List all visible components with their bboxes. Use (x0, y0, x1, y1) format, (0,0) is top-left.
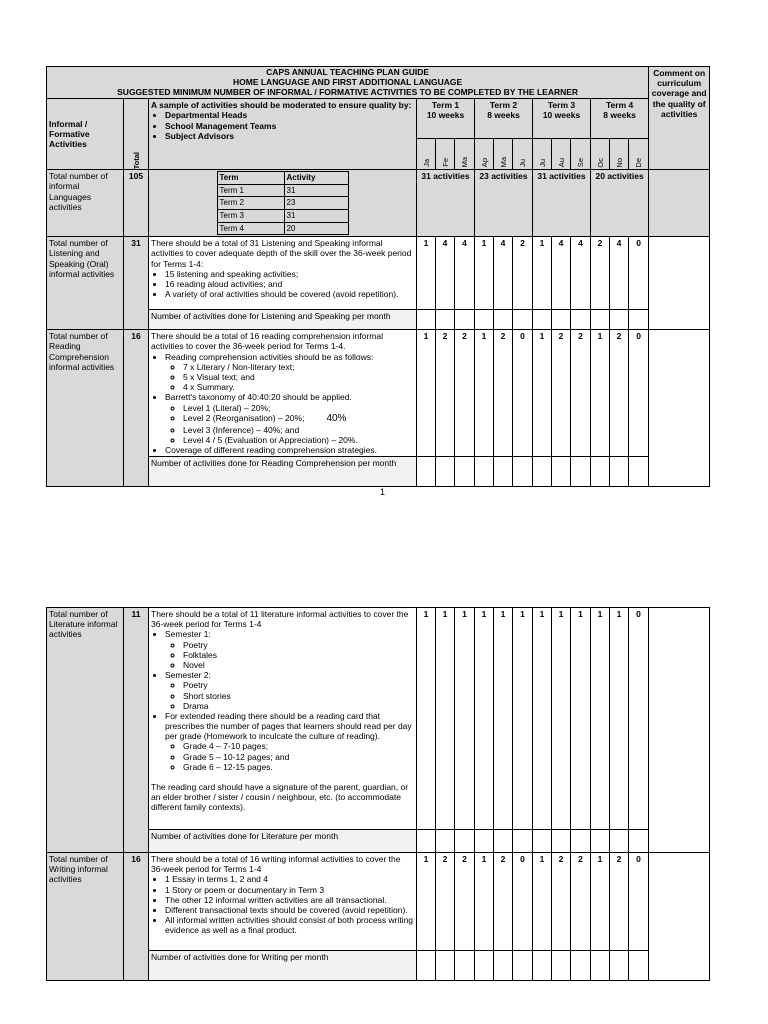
page-1 (0, 0, 768, 500)
writing-intro: There should be a total of 16 writing informal activities to cover the 36-week period for Terms 1-4 (151, 854, 401, 875)
month-entry[interactable] (552, 457, 571, 487)
activity-cell: 20 (284, 222, 348, 235)
writing-footer (149, 951, 417, 981)
month-label: Oc (595, 157, 605, 168)
semester-item (165, 629, 414, 670)
term-2-count: 23 activities (475, 170, 533, 237)
listening-item: • 16 reading aloud activities; and (165, 279, 414, 289)
month-value: 4 (571, 237, 591, 310)
month-entry[interactable] (513, 457, 533, 487)
activity-cell: 23 (284, 197, 348, 210)
month-entry[interactable] (417, 457, 436, 487)
term-3-header (533, 99, 591, 139)
month-label: Se (576, 157, 585, 168)
month-value: 4 (494, 237, 513, 310)
extended-reading-item (165, 711, 414, 772)
semester-sublist (165, 640, 414, 671)
month-entry[interactable] (475, 457, 494, 487)
month-value: 1 (417, 237, 436, 310)
reading-subitem: ◦ 4 x Summary. (183, 382, 414, 392)
term-1-count: 31 activities (417, 170, 475, 237)
genre-item: ◦ Short stories (183, 691, 414, 701)
month-entry[interactable] (591, 830, 610, 853)
month-value: 1 (436, 608, 455, 830)
month-header (552, 139, 571, 170)
month-value: 1 (455, 608, 475, 830)
literature-description (149, 608, 417, 830)
reading-item-text: Reading comprehension activities should be as follows: (165, 351, 374, 362)
page-2 (0, 560, 768, 1024)
semester-item (165, 670, 414, 711)
month-entry[interactable] (494, 310, 513, 330)
moderation-cell (149, 99, 417, 170)
month-value: 0 (513, 330, 533, 457)
term-name: Term 4 (605, 100, 634, 111)
month-value: 1 (533, 237, 552, 310)
literature-total: 11 (124, 608, 149, 853)
moderation-item: • Subject Advisors (165, 131, 414, 141)
title-line-1: CAPS ANNUAL TEACHING PLAN GUIDE (266, 67, 430, 77)
month-value: 1 (533, 330, 552, 457)
term-name: Term 2 (489, 100, 518, 111)
month-entry[interactable] (475, 951, 494, 981)
month-entry[interactable] (533, 457, 552, 487)
month-value: 4 (455, 237, 475, 310)
term-4-count: 20 activities (591, 170, 649, 237)
month-value: 2 (455, 853, 475, 951)
month-header (455, 139, 475, 170)
month-value: 1 (475, 853, 494, 951)
comment-cell[interactable] (649, 170, 710, 237)
month-entry[interactable] (436, 951, 455, 981)
month-value: 1 (417, 330, 436, 457)
month-header (610, 139, 629, 170)
listening-label: Total number of Listening and Speaking (Oral) informal activities (47, 237, 124, 330)
month-value: 2 (571, 853, 591, 951)
month-label: Fe (440, 158, 450, 168)
term-4-header (591, 99, 649, 139)
month-value: 1 (475, 237, 494, 310)
semester-label: Semester 2: (165, 670, 211, 681)
listening-list (151, 269, 414, 300)
moderation-item: • School Management Teams (165, 121, 414, 131)
month-label: Ma (498, 156, 508, 168)
reading-label: Total number of Reading Comprehension informal activities (47, 330, 124, 487)
month-value: 0 (513, 853, 533, 951)
reading-total: 16 (124, 330, 149, 487)
genre-item: ◦ Drama (183, 701, 414, 711)
month-value: 1 (591, 330, 610, 457)
comment-cell[interactable] (649, 853, 710, 981)
reading-item (165, 352, 414, 393)
term-cell: Term 4 (217, 222, 284, 235)
handwritten-annotation: 40% (326, 412, 347, 424)
listening-intro: There should be a total of 31 Listening and Speaking informal activities to cover adequate depth of the skill over the 36-week period for Terms 1-4: (151, 238, 412, 269)
extended-reading-text: For extended reading there should be a reading card that prescribes the number of pages that learners should read per day per grade (Homework to inculcate the culture of reading). (165, 710, 412, 742)
writing-item: • Different transactional texts should be covered (avoid repetition). (165, 905, 414, 915)
month-entry[interactable] (494, 830, 513, 853)
month-header (629, 139, 649, 170)
term-weeks: 10 weeks (426, 110, 465, 121)
term-cell: Term 1 (217, 184, 284, 197)
month-label: Ju (537, 159, 547, 168)
month-entry[interactable] (513, 951, 533, 981)
month-label: Au (556, 157, 566, 168)
barrett-level (183, 413, 414, 425)
month-entry[interactable] (610, 310, 629, 330)
reading-subitem: ◦ 7 x Literary / Non-literary text; (183, 362, 414, 372)
month-entry[interactable] (436, 457, 455, 487)
writing-item: • 1 Story or poem or documentary in Term 3 (165, 885, 414, 895)
month-entry[interactable] (610, 951, 629, 981)
month-entry[interactable] (513, 830, 533, 853)
literature-footer-text: Number of activities done for Literature per month (151, 831, 339, 841)
activity-cell: 31 (284, 184, 348, 197)
summary-total: 105 (124, 170, 149, 237)
month-value: 1 (591, 608, 610, 830)
month-header (475, 139, 494, 170)
term-cell: Term 2 (217, 197, 284, 210)
reading-description (149, 330, 417, 457)
literature-label: Total number of Literature informal activities (47, 608, 124, 853)
moderation-list (151, 110, 414, 141)
barrett-level: ◦ Level 1 (Literal) – 20%; (183, 403, 414, 413)
month-entry[interactable] (494, 951, 513, 981)
month-entry[interactable] (629, 310, 649, 330)
month-value: 1 (475, 330, 494, 457)
month-value: 0 (629, 330, 649, 457)
term-activity-table (217, 171, 349, 235)
total-header (124, 99, 149, 170)
month-header (571, 139, 591, 170)
title-line-2: HOME LANGUAGE AND FIRST ADDITIONAL LANGUAGE (233, 76, 463, 87)
listening-total: 31 (124, 237, 149, 330)
writing-item: • The other 12 informal written activities are all transactional. (165, 895, 414, 905)
month-label: Ma (460, 156, 469, 168)
month-entry[interactable] (591, 951, 610, 981)
month-value: 1 (610, 608, 629, 830)
month-entry[interactable] (591, 310, 610, 330)
month-entry[interactable] (475, 310, 494, 330)
activity-cell: 31 (284, 210, 348, 223)
month-entry[interactable] (455, 457, 475, 487)
barrett-sublist (165, 403, 414, 446)
title-line-3: SUGGESTED MINIMUM NUMBER OF INFORMAL / FORMATIVE ACTIVITIES TO BE COMPLETED BY THE LEARNER (117, 86, 579, 97)
total-header-label: Total (131, 151, 141, 170)
month-entry[interactable] (552, 830, 571, 853)
genre-item: ◦ Folktales (183, 650, 414, 660)
month-value: 1 (417, 608, 436, 830)
month-entry[interactable] (552, 951, 571, 981)
month-value: 2 (436, 330, 455, 457)
genre-item: ◦ Novel (183, 660, 414, 670)
term-weeks: 10 weeks (542, 110, 581, 121)
comment-cell[interactable] (649, 237, 710, 330)
term-weeks: 8 weeks (487, 110, 520, 121)
month-entry[interactable] (571, 310, 591, 330)
month-value: 2 (610, 853, 629, 951)
term-cell: Term 3 (217, 210, 284, 223)
month-entry[interactable] (455, 951, 475, 981)
month-value: 0 (629, 237, 649, 310)
month-entry[interactable] (455, 830, 475, 853)
term-1-header (417, 99, 475, 139)
writing-item: • All informal written activities should consist of both process writing evidence as well as a final product. (165, 915, 414, 935)
informal-activities-header: Informal / Formative Activities (47, 99, 124, 170)
comment-cell[interactable] (649, 330, 710, 487)
atp-table-page-1 (46, 66, 710, 487)
month-value: 4 (610, 237, 629, 310)
writing-list (151, 874, 414, 935)
writing-total: 16 (124, 853, 149, 981)
literature-footer (149, 830, 417, 853)
month-entry[interactable] (571, 951, 591, 981)
term-2-header (475, 99, 533, 139)
month-entry[interactable] (591, 457, 610, 487)
summary-term-table-cell (149, 170, 417, 237)
reading-sublist (165, 362, 414, 393)
month-entry[interactable] (610, 457, 629, 487)
reading-footer (149, 457, 417, 487)
document-title (47, 67, 649, 99)
month-entry[interactable] (629, 457, 649, 487)
month-label: Ap (479, 157, 489, 168)
reading-item-text: Barrett's taxonomy of 40:40:20 should be applied. (165, 392, 352, 403)
month-value: 2 (494, 330, 513, 457)
barrett-level: ◦ Level 3 (Inference) – 40%; and (183, 425, 414, 435)
writing-footer-text: Number of activities done for Writing per month (151, 952, 329, 962)
semester-label: Semester 1: (165, 629, 211, 640)
month-entry[interactable] (533, 951, 552, 981)
term-weeks: 8 weeks (603, 110, 636, 121)
month-entry[interactable] (552, 310, 571, 330)
atp-table-page-2 (46, 607, 710, 981)
reading-list (151, 352, 414, 456)
month-label: Ja (421, 159, 431, 168)
reading-intro: There should be a total of 16 reading comprehension informal activities to cover the 36-week period for Terms 1-4. (151, 331, 384, 352)
literature-list (151, 629, 414, 772)
comment-header: Comment on curriculum coverage and the quality of activities (649, 67, 710, 170)
month-value: 2 (513, 237, 533, 310)
month-entry[interactable] (629, 830, 649, 853)
month-value: 2 (494, 853, 513, 951)
month-entry[interactable] (571, 457, 591, 487)
month-entry[interactable] (475, 830, 494, 853)
month-value: 1 (533, 853, 552, 951)
month-value: 1 (494, 608, 513, 830)
listening-item: • A variety of oral activities should be covered (avoid repetition). (165, 289, 414, 299)
month-value: 1 (513, 608, 533, 830)
month-value: 2 (591, 237, 610, 310)
month-header (417, 139, 436, 170)
month-label: Ju (518, 159, 527, 168)
month-value: 2 (552, 330, 571, 457)
page-number: 1 (380, 487, 386, 497)
writing-label: Total number of Writing informal activities (47, 853, 124, 981)
month-header (436, 139, 455, 170)
term-name: Term 3 (547, 100, 576, 111)
grade-item: ◦ Grade 6 – 12-15 pages. (183, 762, 414, 772)
month-entry[interactable] (417, 951, 436, 981)
month-value: 1 (417, 853, 436, 951)
month-value: 4 (436, 237, 455, 310)
month-header (513, 139, 533, 170)
month-value: 1 (475, 608, 494, 830)
moderation-item: • Departmental Heads (165, 110, 414, 120)
term-col-header: Term (217, 172, 284, 185)
month-header (533, 139, 552, 170)
month-entry[interactable] (571, 830, 591, 853)
writing-item: • 1 Essay in terms 1, 2 and 4 (165, 874, 414, 884)
month-label: De (634, 157, 644, 168)
listening-description (149, 237, 417, 310)
month-header (591, 139, 610, 170)
grade-item: ◦ Grade 5 – 10-12 pages; and (183, 752, 414, 762)
month-value: 2 (552, 853, 571, 951)
reading-item: • Coverage of different reading comprehension strategies. (165, 445, 414, 455)
genre-item: ◦ Poetry (183, 640, 414, 650)
moderation-text: A sample of activities should be moderated to ensure quality by: (151, 100, 412, 111)
month-entry[interactable] (513, 310, 533, 330)
month-value: 0 (629, 608, 649, 830)
month-value: 2 (455, 330, 475, 457)
month-entry[interactable] (455, 310, 475, 330)
reading-footer-text: Number of activities done for Reading Comprehension per month (151, 458, 397, 469)
month-entry[interactable] (494, 457, 513, 487)
month-entry[interactable] (436, 310, 455, 330)
month-value: 1 (591, 853, 610, 951)
month-value: 1 (552, 608, 571, 830)
month-value: 2 (436, 853, 455, 951)
grade-item: ◦ Grade 4 – 7-10 pages; (183, 741, 414, 751)
comment-cell[interactable] (649, 608, 710, 853)
genre-item: ◦ Poetry (183, 680, 414, 690)
month-entry[interactable] (533, 310, 552, 330)
month-entry[interactable] (436, 830, 455, 853)
reading-card-note: The reading card should have a signature of the parent, guardian, or an elder brother / sister / cousin / neighbour, etc. (to accommodate different family contexts). (151, 782, 409, 813)
listening-item: • 15 listening and speaking activities; (165, 269, 414, 279)
month-entry[interactable] (417, 310, 436, 330)
summary-label: Total number of informal Languages activities (47, 170, 124, 237)
literature-intro: There should be a total of 11 literature informal activities to cover the 36-week period for Terms 1-4 (151, 609, 409, 630)
term-name: Term 1 (431, 100, 460, 111)
listening-footer (149, 310, 417, 330)
barrett-level-text: Level 2 (Reorganisation) – 20%; (183, 412, 305, 423)
activity-col-header: Activity (284, 172, 348, 185)
month-entry[interactable] (610, 830, 629, 853)
listening-footer-text: Number of activities done for Listening and Speaking per month (151, 311, 391, 322)
term-3-count: 31 activities (533, 170, 591, 237)
month-entry[interactable] (533, 830, 552, 853)
month-value: 2 (571, 330, 591, 457)
barrett-level: ◦ Level 4 / 5 (Evaluation or Appreciation) – 20%. (183, 435, 414, 445)
semester-sublist (165, 680, 414, 711)
grade-sublist (165, 741, 414, 772)
month-value: 1 (533, 608, 552, 830)
month-header (494, 139, 513, 170)
month-value: 4 (552, 237, 571, 310)
writing-description (149, 853, 417, 951)
month-value: 0 (629, 853, 649, 951)
month-label: No (614, 157, 624, 168)
reading-subitem: ◦ 5 x Visual text; and (183, 372, 414, 382)
month-value: 2 (610, 330, 629, 457)
month-value: 1 (571, 608, 591, 830)
month-entry[interactable] (417, 830, 436, 853)
reading-item (165, 392, 414, 445)
month-entry[interactable] (629, 951, 649, 981)
